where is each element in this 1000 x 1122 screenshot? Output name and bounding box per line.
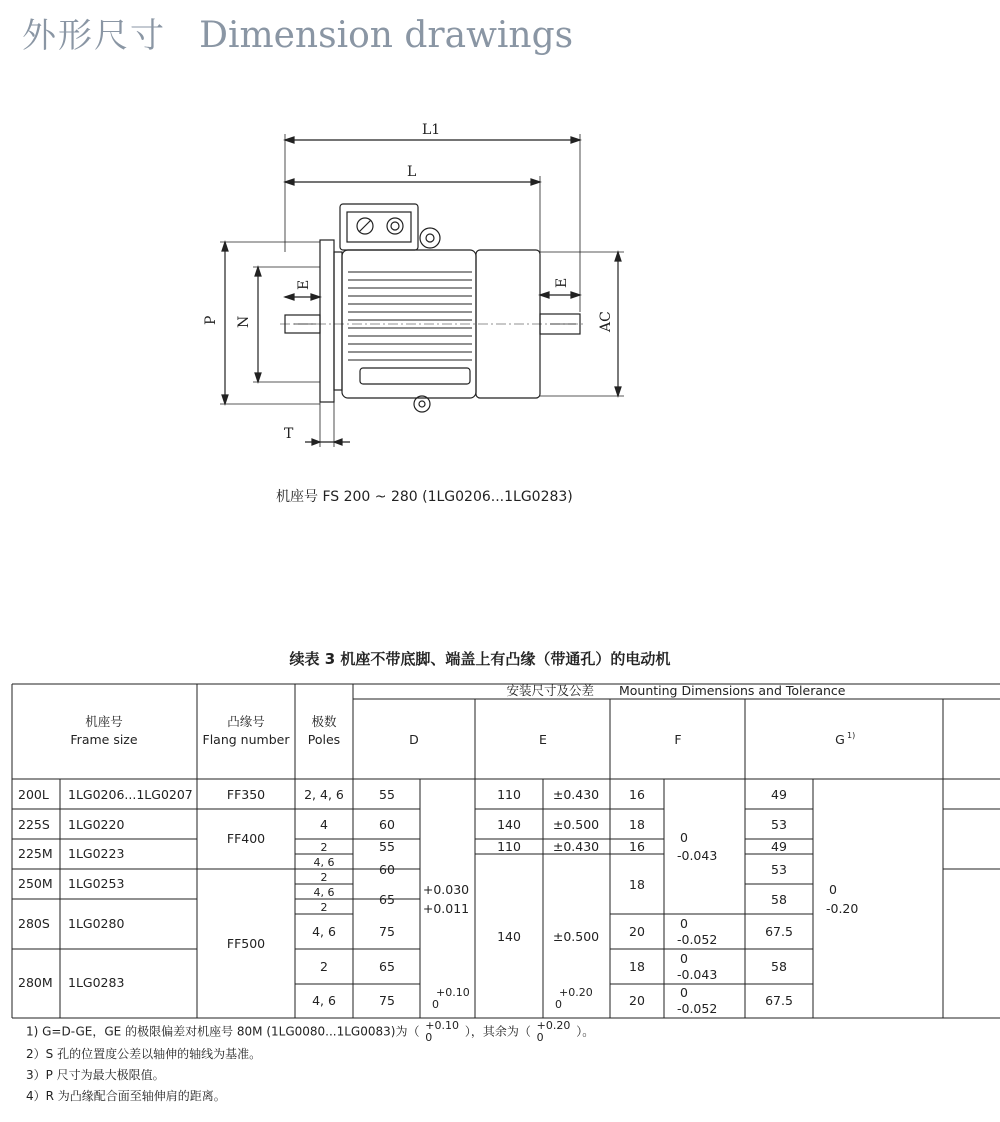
header-g: G <box>835 732 845 747</box>
frame-size: 280M <box>18 975 53 990</box>
f-tolerance-upper: 0 <box>680 985 688 1000</box>
e-tolerance: ±0.500 <box>552 817 600 832</box>
flange-number: FF500 <box>226 936 266 951</box>
f-tolerance-lower: -0.052 <box>677 1001 718 1016</box>
poles: 2 <box>320 871 328 884</box>
frame-size: 250M <box>18 876 53 891</box>
label-e-left: E <box>296 279 312 290</box>
frame-type: 1LG0280 <box>68 916 125 931</box>
d-value: 75 <box>379 924 395 939</box>
frame-type: 1LG0223 <box>68 846 125 861</box>
g-value: 53 <box>771 862 787 877</box>
e-value: 110 <box>497 787 521 802</box>
poles: 4, 6 <box>312 993 336 1008</box>
poles: 2 <box>320 959 328 974</box>
header-mounting: 安装尺寸及公差 Mounting Dimensions and Tolerance <box>506 683 846 698</box>
g-value: 67.5 <box>765 924 793 939</box>
poles: 4, 6 <box>313 886 335 899</box>
footnote-3: 3）P 尺寸为最大极限值。 <box>26 1068 165 1082</box>
poles: 2 <box>320 901 328 914</box>
header-d: D <box>409 732 419 747</box>
g-value: 53 <box>771 817 787 832</box>
footnote-4: 4）R 为凸缘配合面至轴伸肩的距离。 <box>26 1089 226 1103</box>
f-value: 20 <box>629 993 645 1008</box>
e-tolerance: ±0.430 <box>552 839 600 854</box>
label-t: T <box>284 426 294 442</box>
e-tolerance: ±0.430 <box>552 787 600 802</box>
header-flange-cn: 凸缘号 <box>227 714 265 729</box>
header-f: F <box>674 732 682 747</box>
header-flange-en: Flang number <box>202 732 290 747</box>
frame-type: 1LG0253 <box>68 876 125 891</box>
f-tolerance-lower: -0.043 <box>677 967 718 982</box>
motor-dimension-drawing <box>190 112 640 457</box>
footnote-1: 1) G=D-GE，GE 的极限偏差对机座号 80M (1LG0080...1LG0083)为（ +0.10 0 ），其余为（ +0.20 0 ）。 <box>26 1019 595 1044</box>
g-value: 58 <box>771 959 787 974</box>
lifting-eye-top <box>420 228 440 248</box>
f-value: 18 <box>629 959 645 974</box>
label-l1: L1 <box>422 122 441 138</box>
flange-number: FF400 <box>226 831 266 846</box>
header-poles-cn: 极数 <box>311 714 337 729</box>
footnote-2: 2）S 孔的位置度公差以轴伸的轴线为基准。 <box>26 1047 262 1061</box>
d-value: 60 <box>379 862 395 877</box>
d-value: 60 <box>379 817 395 832</box>
d-value: 75 <box>379 993 395 1008</box>
header-g-footnote: 1) <box>847 731 856 740</box>
dimension-table <box>0 676 1000 1020</box>
header-title-en: Dimension drawings <box>199 15 574 56</box>
poles: 4, 6 <box>313 856 335 869</box>
f-value: 20 <box>629 924 645 939</box>
d-tolerance2-upper: +0.10 <box>436 986 470 999</box>
tolerance-stack: +0.10 0 <box>425 1019 459 1044</box>
header-frame-cn: 机座号 <box>85 714 123 729</box>
e-value: 140 <box>497 817 521 832</box>
header-e: E <box>539 732 547 747</box>
g-tolerance-lower: -0.20 <box>826 901 859 916</box>
frame-size: 200L <box>18 787 49 802</box>
e-value: 110 <box>497 839 521 854</box>
g-value: 67.5 <box>765 993 793 1008</box>
g-value: 49 <box>771 787 787 802</box>
d-tolerance-lower: +0.011 <box>422 901 470 916</box>
table-title: 续表 3 机座不带底脚、端盖上有凸缘（带通孔）的电动机 <box>289 650 671 668</box>
g-value: 49 <box>771 839 787 854</box>
page-header <box>22 8 573 57</box>
label-ac: AC <box>598 311 614 332</box>
d-value: 55 <box>379 839 395 854</box>
d-value: 65 <box>379 892 395 907</box>
label-l: L <box>407 164 417 180</box>
f-value: 18 <box>629 877 645 892</box>
poles: 2, 4, 6 <box>304 787 344 802</box>
footnotes <box>26 1020 594 1107</box>
header-title-cn: 外形尺寸 <box>22 16 166 56</box>
poles: 4, 6 <box>312 924 336 939</box>
e-tolerance2-upper: +0.20 <box>559 986 593 999</box>
g-tolerance-upper: 0 <box>829 882 837 897</box>
f-tolerance-lower: -0.043 <box>677 848 718 863</box>
f-tolerance-lower: -0.052 <box>677 932 718 947</box>
f-tolerance-upper: 0 <box>680 951 688 966</box>
poles: 4 <box>320 817 328 832</box>
f-tolerance-upper: 0 <box>680 916 688 931</box>
d-value: 55 <box>379 787 395 802</box>
frame-type: 1LG0220 <box>68 817 125 832</box>
g-value: 58 <box>771 892 787 907</box>
frame-size: 225M <box>18 846 53 861</box>
flange-number: FF350 <box>226 787 266 802</box>
d-tolerance2-lower: 0 <box>432 998 439 1011</box>
d-value: 65 <box>379 959 395 974</box>
label-p: P <box>203 315 219 325</box>
header-frame-en: Frame size <box>70 732 138 747</box>
label-n: N <box>236 315 252 328</box>
d-tolerance-upper: +0.030 <box>422 882 470 897</box>
header-poles-en: Poles <box>307 732 341 747</box>
f-value: 16 <box>629 787 645 802</box>
e-tolerance: ±0.500 <box>552 929 600 944</box>
frame-size: 225S <box>18 817 50 832</box>
e-tolerance2-lower: 0 <box>555 998 562 1011</box>
flange <box>320 240 334 402</box>
label-e-right: E <box>554 277 570 288</box>
frame-type: 1LG0206...1LG0207 <box>68 787 193 802</box>
f-value: 18 <box>629 817 645 832</box>
tolerance-stack: +0.20 0 <box>536 1019 571 1044</box>
terminal-box <box>340 204 418 250</box>
frame-type: 1LG0283 <box>68 975 125 990</box>
drawing-caption: 机座号 FS 200 ~ 280 (1LG0206...1LG0283) <box>276 489 573 505</box>
e-value: 140 <box>497 929 521 944</box>
f-value: 16 <box>629 839 645 854</box>
frame-size: 280S <box>18 916 50 931</box>
poles: 2 <box>320 841 328 854</box>
f-tolerance-upper: 0 <box>680 830 688 845</box>
